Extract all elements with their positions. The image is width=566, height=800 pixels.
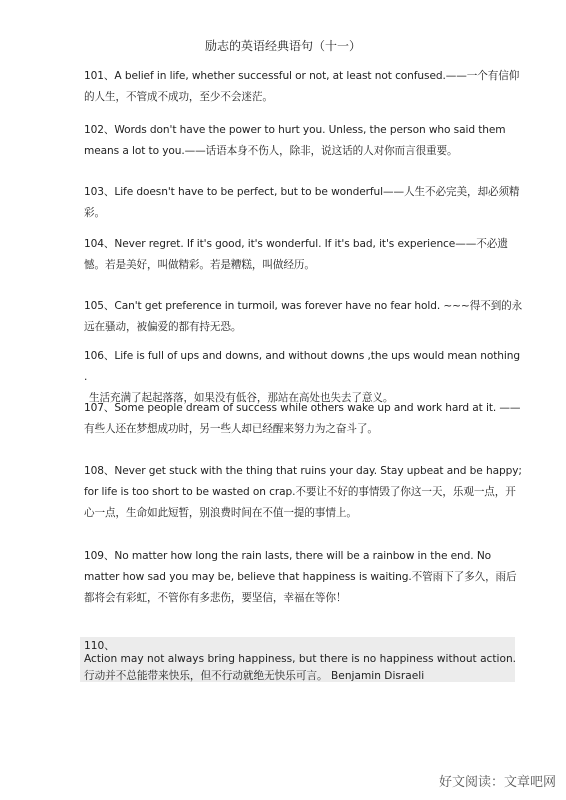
quote-110-number: 110、	[84, 640, 115, 652]
quote-zh: 不管雨下了多久，雨后都将会有彩虹，不管你有多悲伤，要坚信，幸福在等你！	[84, 571, 517, 604]
quote-zh: 生活充满了起起落落，如果没有低谷，那站在高处也失去了意义。	[89, 392, 394, 404]
quote-110-highlight	[80, 637, 515, 682]
page-title: 励志的英语经典语句（十一）	[204, 39, 361, 53]
quote-en: 108、Never get stuck with the thing that ruins your day. Stay upbeat and be happy; for life is too short to be wasted on crap.	[84, 465, 522, 498]
quote-105	[84, 296, 524, 338]
quote-en: 104、Never regret. If it's good, it's wonderful. If it's bad, it's experience——	[84, 238, 477, 250]
quote-en: 102、Words don't have the power to hurt you. Unless, the person who said them means a lot to you.——	[84, 124, 506, 157]
quote-en: 109、No matter how long the rain lasts, there will be a rainbow in the end. No matter how sad you may be, believe that happiness is waiting.	[84, 550, 492, 583]
quote-101	[84, 66, 524, 108]
quote-110-author: Benjamin Disraeli	[331, 670, 425, 682]
watermark: 好文阅读：文章吧网	[438, 775, 556, 790]
quote-zh: 得不到的永远在骚动，被偏爱的都有持无恐。	[84, 300, 523, 333]
quote-en: 103、Life doesn't have to be perfect, but to be wonderful——	[84, 186, 404, 198]
quote-zh: 有些人还在梦想成功时，另一些人却已经醒来努力为之奋斗了。	[84, 423, 378, 435]
quote-109	[84, 546, 524, 609]
quote-zh: 不必遗憾。若是美好，叫做精彩。若是糟糕，叫做经历。	[84, 238, 508, 271]
quote-zh: 人生不必完美，却必须精彩。	[84, 186, 520, 219]
quote-110-en: Action may not always bring happiness, but there is no happiness without action.	[84, 653, 517, 665]
quote-zh: 不要让不好的事情毁了你这一天，乐观一点，开心一点，生命如此短暂，别浪费时间在不值一提的事情上。	[84, 486, 516, 519]
quote-103	[84, 182, 524, 224]
quote-108	[84, 461, 524, 524]
quote-104	[84, 234, 524, 276]
quote-110-zh: 行动并不总能带来快乐，但不行动就绝无快乐可言。	[84, 670, 328, 682]
quote-102	[84, 120, 524, 162]
quote-en: 105、Can't get preference in turmoil, was forever have no fear hold. ~~~	[84, 300, 470, 312]
quote-en: 107、Some people dream of success while others wake up and work hard at it. ——	[84, 402, 521, 414]
quote-zh: 话语本身不伤人，除非，说这话的人对你而言很重要。	[205, 145, 458, 157]
quote-107	[84, 398, 524, 440]
quote-en: 101、A belief in life, whether successful or not, at least not confused.——	[84, 70, 467, 82]
quote-en: 106、Life is full of ups and downs, and without downs ,the ups would mean nothing .	[84, 350, 521, 383]
quote-zh: 一个有信仰的人生，不管成不成功，至少不会迷茫。	[84, 70, 520, 103]
quote-110-zh-line	[84, 668, 424, 683]
